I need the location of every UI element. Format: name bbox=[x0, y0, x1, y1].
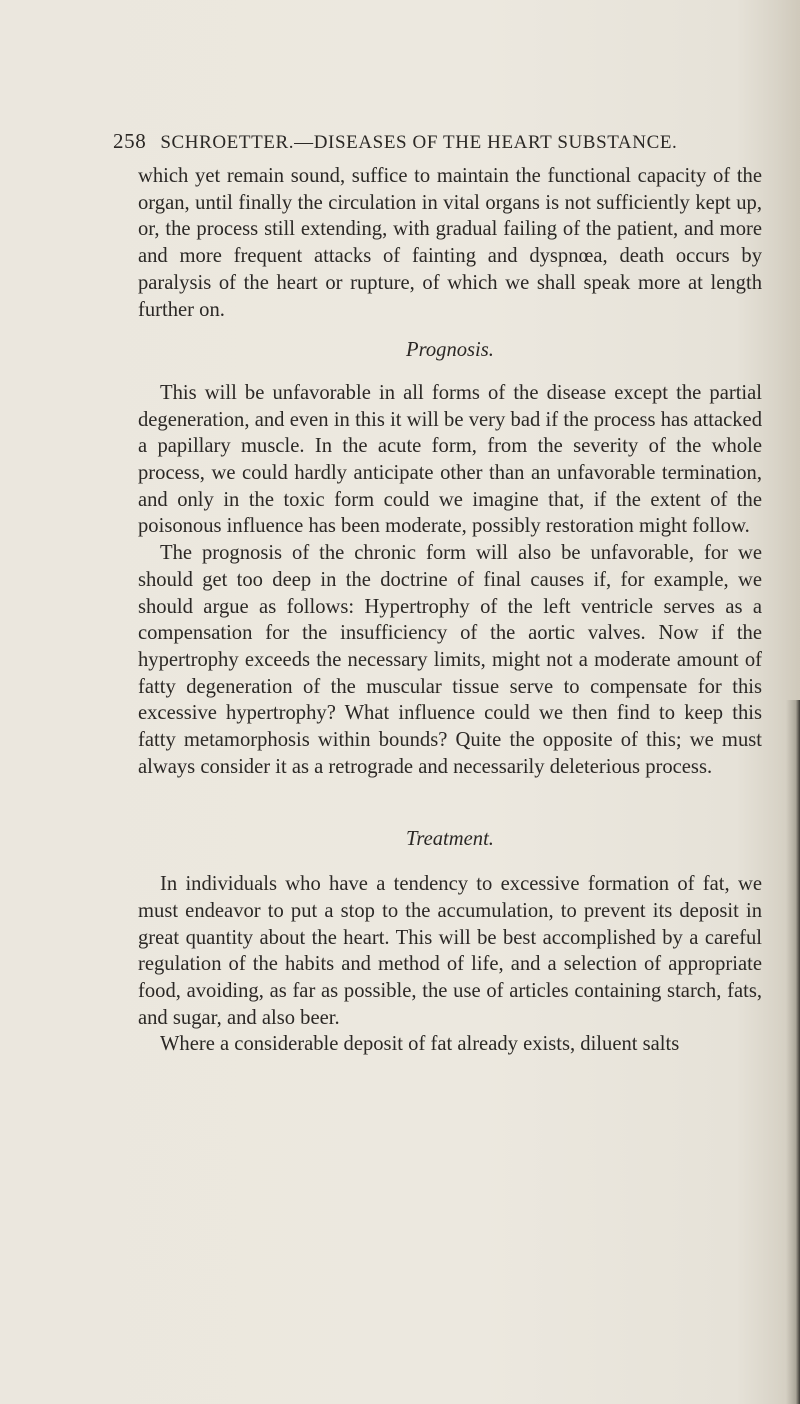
paragraph-continuation: which yet remain sound, suffice to maintain the functional capacity of the organ, until finally the circulation in vital organs is not sufficiently kept up, or, the process still extending, with gradual failing of the patient, and more and more frequent attacks of fainting and dyspnœa, death occurs by paralysis of the heart or rupture, of which we shall speak more at length further on. bbox=[138, 165, 762, 321]
page-edge-shadow bbox=[786, 700, 800, 1404]
section-heading-prognosis: Prognosis. bbox=[406, 339, 494, 362]
paragraph-prognosis-1: This will be unfavorable in all forms of the disease except the partial degeneration, and even in this it will be very bad if the process has attacked a papillary muscle. In the acute form, from the severity of the whole process, we could hardly anticipate other than an unfavorable termination, and only in the toxic form could we imagine that, if the extent of the poisonous influence has been moderate, possibly restoration might follow. bbox=[138, 381, 762, 538]
running-header bbox=[113, 128, 693, 156]
page-number: 258 bbox=[113, 129, 147, 153]
paragraph-treatment-1: In individuals who have a tendency to excessive formation of fat, we must endeavor to put a stop to the accumulation, to prevent its deposit in great quantity about the heart. This will be best accomplished by a careful regulation of the habits and method of life, and a selection of appropriate food, avoiding, as far as possible, the use of articles containing starch, fats, and sugar, and also beer. bbox=[138, 873, 762, 1029]
paragraph-prognosis-2: The prognosis of the chronic form will also be unfavorable, for we should get too deep in the doctrine of final causes if, for example, we should argue as follows: Hypertrophy of the left ventricle serves as a compensation for the insufficiency of the aortic valves. Now if the hypertrophy exceeds the necessary limits, might not a moderate amount of fatty degeneration of the muscular tissue serve to compensate for this excessive hypertrophy? What influence could we then find to keep this fatty metamorphosis within bounds? Quite the opposite of this; we must always consider it as a retrograde and necessarily deleterious process. bbox=[138, 542, 762, 778]
section-heading-treatment: Treatment. bbox=[406, 828, 494, 851]
running-title: SCHROETTER.—DISEASES OF THE HEART SUBSTANCE. bbox=[160, 132, 678, 153]
paragraph-treatment-2: Where a considerable deposit of fat already exists, diluent salts bbox=[160, 1033, 680, 1056]
body-text bbox=[138, 163, 762, 1058]
